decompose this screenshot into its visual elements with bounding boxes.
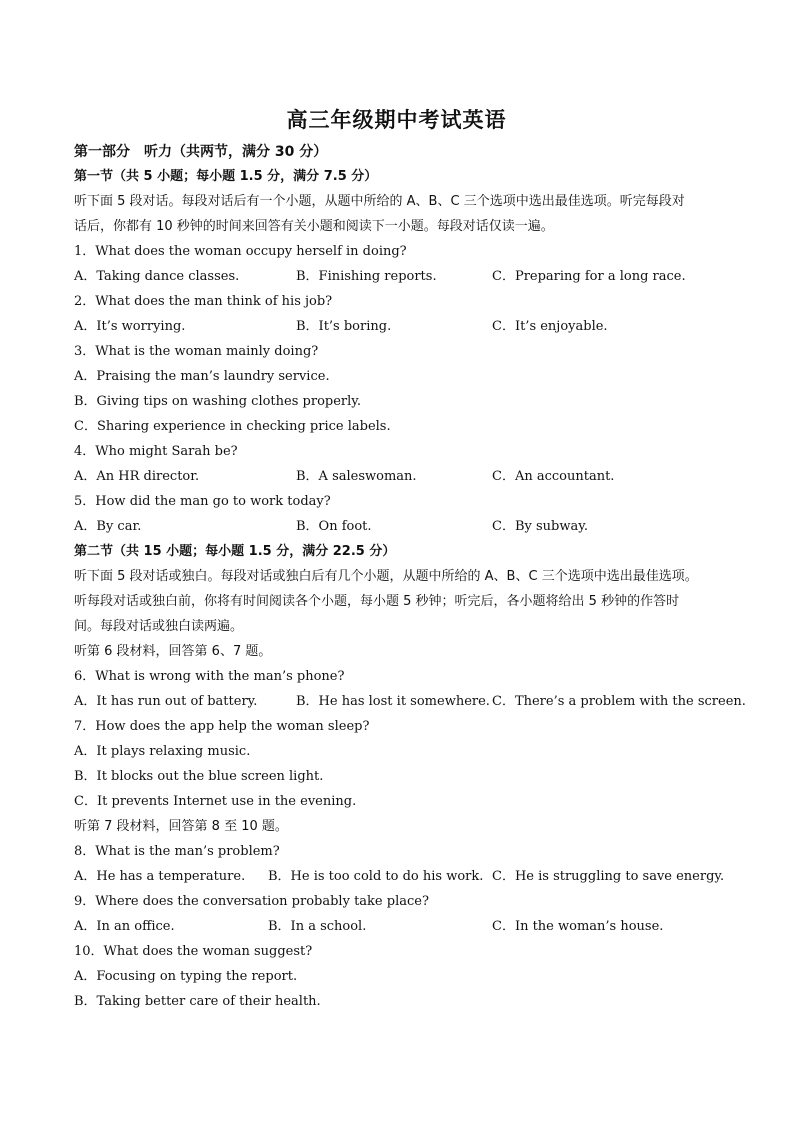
option-b: B．On foot. xyxy=(296,519,372,534)
option-b: B．Finishing reports. xyxy=(296,269,437,284)
option-c: C．An accountant. xyxy=(492,469,615,484)
option-a: A．In an office. xyxy=(74,919,175,934)
section2-instruction-line: 间。每段对话或独白读两遍。 xyxy=(74,619,244,634)
option-b: B．Taking better care of their health. xyxy=(74,994,321,1009)
option-a: A．It plays relaxing music. xyxy=(74,744,251,759)
question-6-stem: 6．What is wrong with the man’s phone? xyxy=(74,669,345,684)
part1-heading: 第一部分 听力（共两节，满分 30 分） xyxy=(74,144,328,160)
option-a: A．By car. xyxy=(74,519,142,534)
material-7-note: 听第 7 段材料，回答第 8 至 10 题。 xyxy=(74,819,288,834)
question-10-stem: 10．What does the woman suggest? xyxy=(74,944,313,959)
section1-instruction-line: 听下面 5 段对话。每段对话后有一个小题，从题中所给的 A、B、C 三个选项中选出最佳选项。听完每段对 xyxy=(74,194,685,209)
option-c: C．It prevents Internet use in the evening. xyxy=(74,794,357,809)
option-a: A．It has run out of battery. xyxy=(74,694,258,709)
option-a: A．Praising the man’s laundry service. xyxy=(74,369,330,384)
option-b: B．Giving tips on washing clothes properly. xyxy=(74,394,362,409)
option-c: C．Sharing experience in checking price labels. xyxy=(74,419,391,434)
option-a: A．He has a temperature. xyxy=(74,869,246,884)
question-1-stem: 1．What does the woman occupy herself in doing? xyxy=(74,244,407,259)
option-a: A．It’s worrying. xyxy=(74,319,186,334)
option-b: B．In a school. xyxy=(268,919,367,934)
option-c: C．He is struggling to save energy. xyxy=(492,869,725,884)
question-6-options xyxy=(74,689,746,714)
option-b: B．It’s boring. xyxy=(296,319,392,334)
option-b: B．He has lost it somewhere. xyxy=(296,694,490,709)
option-c: C．There’s a problem with the screen. xyxy=(492,694,746,709)
option-b: B．A saleswoman. xyxy=(296,469,417,484)
option-c: C．By subway. xyxy=(492,519,588,534)
option-a: A．Focusing on typing the report. xyxy=(74,969,298,984)
section2-instruction-line: 听每段对话或独白前，你将有时间阅读各个小题，每小题 5 秒钟；听完后，各小题将给出 5 秒钟的作答时 xyxy=(74,594,680,609)
question-1-options xyxy=(74,264,724,289)
question-4-stem: 4．Who might Sarah be? xyxy=(74,444,238,459)
page-title: 高三年级期中考试英语 xyxy=(286,108,507,132)
question-9-stem: 9．Where does the conversation probably take place? xyxy=(74,894,429,909)
question-9-options xyxy=(74,914,724,939)
question-7-stem: 7．How does the app help the woman sleep? xyxy=(74,719,370,734)
material-6-note: 听第 6 段材料，回答第 6、7 题。 xyxy=(74,644,272,659)
section2-instruction-line: 听下面 5 段对话或独白。每段对话或独白后有几个小题，从题中所给的 A、B、C 三个选项中选出最佳选项。 xyxy=(74,569,698,584)
question-8-options xyxy=(74,864,724,889)
option-c: C．In the woman’s house. xyxy=(492,919,664,934)
option-a: A．An HR director. xyxy=(74,469,200,484)
question-2-options xyxy=(74,314,724,339)
question-5-stem: 5．How did the man go to work today? xyxy=(74,494,331,509)
question-8-stem: 8．What is the man’s problem? xyxy=(74,844,280,859)
section1-instruction-line: 话后，你都有 10 秒钟的时间来回答有关小题和阅读下一小题。每段对话仅读一遍。 xyxy=(74,219,554,234)
exam-content xyxy=(74,164,746,1014)
option-c: C．Preparing for a long race. xyxy=(492,269,686,284)
option-c: C．It’s enjoyable. xyxy=(492,319,608,334)
section2-heading: 第二节（共 15 小题；每小题 1.5 分，满分 22.5 分） xyxy=(74,544,396,559)
option-a: A．Taking dance classes. xyxy=(74,269,240,284)
question-4-options xyxy=(74,464,724,489)
question-2-stem: 2．What does the man think of his job? xyxy=(74,294,333,309)
option-b: B．He is too cold to do his work. xyxy=(268,869,484,884)
question-3-stem: 3．What is the woman mainly doing? xyxy=(74,344,319,359)
option-b: B．It blocks out the blue screen light. xyxy=(74,769,324,784)
question-5-options xyxy=(74,514,724,539)
section1-heading: 第一节（共 5 小题；每小题 1.5 分，满分 7.5 分） xyxy=(74,169,378,184)
